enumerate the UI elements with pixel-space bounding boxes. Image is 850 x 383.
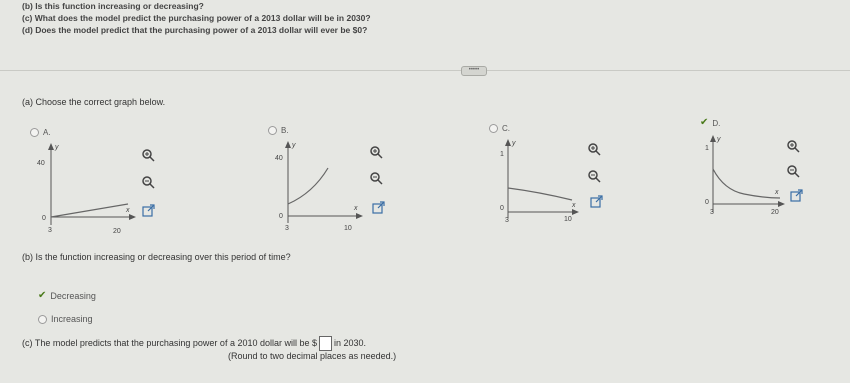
part-a-prompt: (a) Choose the correct graph below. — [22, 97, 166, 107]
popout-icon[interactable] — [788, 188, 804, 204]
option-b-letter: B. — [281, 126, 289, 135]
option-a-letter: A. — [43, 128, 51, 137]
graph-c-ytick: 1 — [500, 151, 504, 158]
answer-input[interactable] — [319, 336, 332, 351]
graph-d-curve — [713, 169, 780, 198]
part-c-prompt-before: (c) The model predicts that the purchasing power of a 2010 dollar will be $ — [22, 337, 317, 348]
graph-a-ylab: y — [55, 144, 59, 151]
graph-b-ylab: y — [292, 142, 296, 149]
radio-a[interactable] — [30, 128, 39, 137]
zoom-in-icon[interactable] — [368, 144, 384, 160]
option-a[interactable] — [30, 128, 51, 137]
zoom-in-icon[interactable] — [586, 141, 602, 157]
option-c[interactable] — [489, 124, 510, 133]
graph-d-xend: 20 — [771, 209, 779, 216]
zoom-in-icon[interactable] — [785, 138, 801, 154]
graph-d-ytick: 1 — [705, 145, 709, 152]
popout-icon[interactable] — [370, 200, 386, 216]
graph-c-curve — [508, 188, 572, 200]
graph-d-y0: 0 — [705, 199, 709, 206]
graph-c-xlab: x — [572, 202, 576, 209]
question-c: (c) What does the model predict the purchasing power of a 2013 dollar will be in 2030? — [22, 13, 371, 23]
graph-c-xend: 10 — [564, 216, 572, 223]
question-d: (d) Does the model predict that the purchasing power of a 2013 dollar will ever be $0? — [22, 25, 368, 35]
part-c-prompt — [22, 336, 366, 351]
graph-a-y0: 0 — [42, 215, 46, 222]
part-c-prompt-after: in 2030. — [334, 337, 367, 348]
graph-a — [28, 140, 138, 240]
graph-c — [494, 136, 589, 236]
graph-b-x0: 3 — [285, 225, 289, 232]
question-b: (b) Is this function increasing or decreasing? — [22, 1, 204, 11]
radio-c[interactable] — [489, 124, 498, 133]
graph-a-ytick: 40 — [37, 160, 45, 167]
part-c-note: (Round to two decimal places as needed.) — [228, 351, 397, 361]
popout-icon[interactable] — [588, 194, 604, 210]
graph-a-curve — [51, 204, 128, 217]
graph-b — [268, 138, 368, 238]
option-d[interactable] — [700, 118, 720, 128]
zoom-out-icon[interactable] — [785, 163, 801, 179]
graph-d — [700, 132, 795, 232]
graph-a-x0: 3 — [48, 227, 52, 234]
option-d-letter: D. — [712, 118, 721, 128]
graph-c-y0: 0 — [500, 205, 504, 212]
zoom-out-icon[interactable] — [586, 168, 602, 184]
option-decreasing-label: Decreasing — [50, 291, 96, 301]
zoom-out-icon[interactable] — [368, 170, 384, 186]
popout-icon[interactable] — [140, 203, 156, 219]
zoom-out-icon[interactable] — [140, 174, 156, 190]
graph-b-ytick: 40 — [275, 155, 283, 162]
graph-a-xlab: x — [126, 207, 130, 214]
check-icon: ✔ — [700, 117, 709, 128]
option-b[interactable] — [268, 126, 289, 135]
graph-d-x0: 3 — [710, 209, 714, 216]
option-increasing-label: Increasing — [51, 314, 93, 324]
option-increasing[interactable] — [38, 314, 93, 324]
graph-c-ylab: y — [512, 140, 516, 147]
graph-d-ylab: y — [717, 136, 721, 143]
graph-b-xlab: x — [354, 205, 358, 212]
zoom-in-icon[interactable] — [140, 147, 156, 163]
radio-increasing[interactable] — [38, 315, 47, 324]
graph-c-x0: 3 — [505, 217, 509, 224]
part-b-prompt: (b) Is the function increasing or decreasing over this period of time? — [22, 252, 291, 262]
graph-b-curve — [288, 168, 328, 204]
section-divider — [0, 70, 850, 71]
graph-a-xend: 20 — [113, 228, 121, 235]
expand-button[interactable]: ••••• — [461, 66, 487, 76]
radio-b[interactable] — [268, 126, 277, 135]
graph-b-y0: 0 — [279, 213, 283, 220]
graph-b-xend: 10 — [344, 225, 352, 232]
option-decreasing[interactable] — [38, 291, 96, 301]
option-c-letter: C. — [502, 124, 510, 133]
check-icon: ✔ — [38, 290, 47, 301]
graph-d-xlab: x — [775, 189, 779, 196]
